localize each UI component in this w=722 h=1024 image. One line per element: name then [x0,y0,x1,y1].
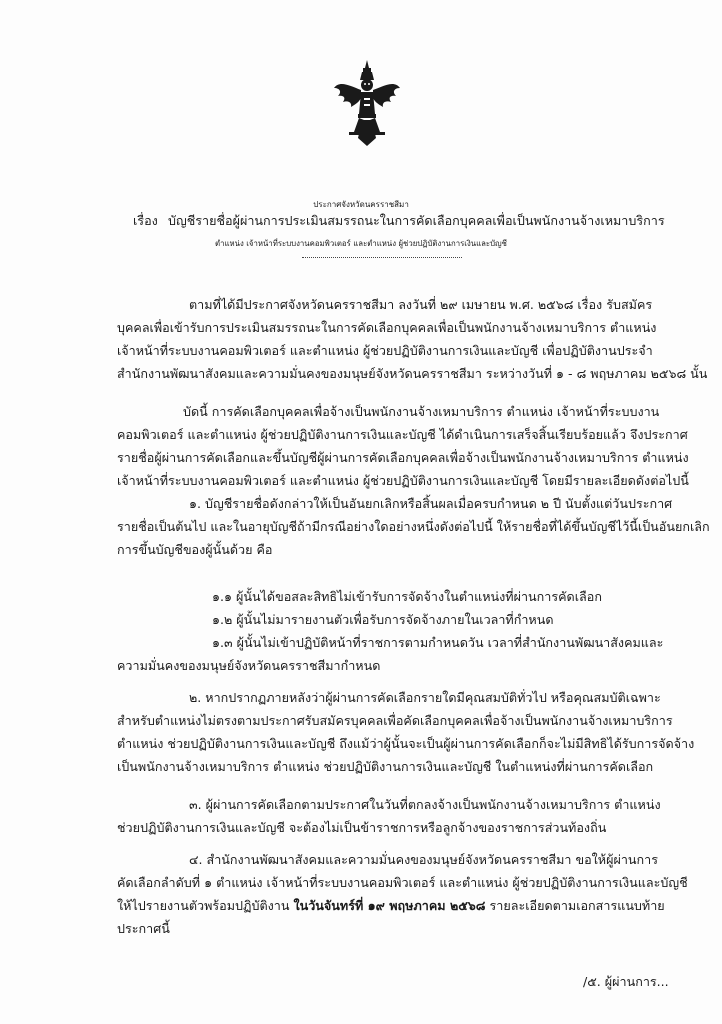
body-line: รายชื่อผู้ผ่านการคัดเลือกและขึ้นบัญชีผู้ผ่านการคัดเลือกบุคคลเพื่อจ้างเป็นพนักงานจ้างเหมาบริการ ตำแหน่ง [117,450,689,465]
report-date-line [117,898,665,914]
body-line: คอมพิวเตอร์ และตำแหน่ง ผู้ช่วยปฏิบัติงานการเงินและบัญชี ได้ดำเนินการเสร็จสิ้นเรียบร้อยแล้ว จึงประกาศ [117,427,688,442]
body-line: บัดนี้ การคัดเลือกบุคคลเพื่อจ้างเป็นพนักงานจ้างเหมาบริการ ตำแหน่ง เจ้าหน้าที่ระบบงาน [183,404,660,419]
separator-dotted-line [302,257,462,258]
subject-line-1: บัญชีรายชื่อผู้ผ่านการประเมินสมรรถนะในการคัดเลือกบุคคลเพื่อเป็นพนักงานจ้างเหมาบริการ [168,213,665,228]
body-line: ๑. บัญชีรายชื่อดังกล่าวให้เป็นอันยกเลิกหรือสิ้นผลเมื่อครบกำหนด ๒ ปี นับตั้งแต่วันประกาศ [189,496,673,511]
garuda-emblem-icon [332,58,402,148]
report-line-suffix: รายละเอียดตามเอกสารแนบท้าย [485,898,665,913]
subject-label: เรื่อง [133,213,158,228]
body-line: ความมั่นคงของมนุษย์จังหวัดนครราชสีมากำหนด [117,658,381,673]
next-page-reference: /๕. ผู้ผ่านการ... [583,974,669,989]
body-line: คัดเลือกลำดับที่ ๑ ตำแหน่ง เจ้าหน้าที่ระบบงานคอมพิวเตอร์ และตำแหน่ง ผู้ช่วยปฏิบัติงานการเงินและบัญชี [117,875,688,890]
report-date: ในวันจันทร์ที่ ๑๙ พฤษภาคม ๒๕๖๘ [293,898,486,913]
body-line: ตำแหน่ง ช่วยปฏิบัติงานการเงินและบัญชี ถึงแม้ว่าผู้นั้นจะเป็นผู้ผ่านการคัดเลือกก็จะไม่มีสิทธิได้รับการจัดจ้าง [117,736,695,751]
body-line: ๒. หากปรากฏภายหลังว่าผู้ผ่านการคัดเลือกรายใดมีคุณสมบัติทั่วไป หรือคุณสมบัติเฉพาะ [189,690,661,705]
body-line: ๑.๓ ผู้นั้นไม่เข้าปฏิบัติหน้าที่ราชการตามกำหนดวัน เวลาที่สำนักงานพัฒนาสังคมและ [212,635,664,650]
body-line: ๔. สำนักงานพัฒนาสังคมและความมั่นคงของมนุษย์จังหวัดนครราชสีมา ขอให้ผู้ผ่านการ [189,852,658,867]
body-line: เป็นพนักงานจ้างเหมาบริการ ตำแหน่ง ช่วยปฏิบัติงานการเงินและบัญชี ในตำแหน่งที่ผ่านการคัดเลือก [117,759,654,774]
body-line: ช่วยปฏิบัติงานการเงินและบัญชี จะต้องไม่เป็นข้าราชการหรือลูกจ้างของราชการส่วนท้องถิ่น [117,820,607,835]
body-line: เจ้าหน้าที่ระบบงานคอมพิวเตอร์ และตำแหน่ง ผู้ช่วยปฏิบัติงานการเงินและบัญชี เพื่อปฏิบัติงานประจำ [117,343,653,358]
document-title: ประกาศจังหวัดนครราชสีมา [313,200,409,209]
body-line: ตามที่ได้มีประกาศจังหวัดนครราชสีมา ลงวันที่ ๒๙ เมษายน พ.ศ. ๒๕๖๘ เรื่อง รับสมัคร [189,297,653,312]
body-line: ๓. ผู้ผ่านการคัดเลือกตามประกาศในวันที่ตกลงจ้างเป็นพนักงานจ้างเหมาบริการ ตำแหน่ง [189,797,661,812]
body-line: สำหรับตำแหน่งไม่ตรงตามประกาศรับสมัครบุคคลเพื่อคัดเลือกบุคคลเพื่อจ้างเป็นพนักงานจ้างเหมาบริการ [117,713,673,728]
body-line: ๑.๑ ผู้นั้นได้ขอสละสิทธิไม่เข้ารับการจัดจ้างในตำแหน่งที่ผ่านการคัดเลือก [212,589,602,604]
body-line: เจ้าหน้าที่ระบบงานคอมพิวเตอร์ และตำแหน่ง ผู้ช่วยปฏิบัติงานการเงินและบัญชี โดยมีรายละเอียดดังต่อไปนี้ [117,473,689,488]
body-line: การขึ้นบัญชีของผู้นั้นด้วย คือ [117,542,273,557]
body-line: ประกาศนี้ [117,921,170,936]
body-line: ๑.๒ ผู้นั้นไม่มารายงานตัวเพื่อรับการจัดจ้างภายในเวลาที่กำหนด [212,612,554,627]
body-line: สำนักงานพัฒนาสังคมและความมั่นคงของมนุษย์จังหวัดนครราชสีมา ระหว่างวันที่ ๑ - ๘ พฤษภาคม ๒๕๖๘ นั้น [117,366,708,381]
body-line: บุคคลเพื่อเข้ารับการประเมินสมรรถนะในการคัดเลือกบุคคลเพื่อเป็นพนักงานจ้างเหมาบริการ ตำแหน่ง [117,320,657,335]
subject-line-2: ตำแหน่ง เจ้าหน้าที่ระบบงานคอมพิวเตอร์ และตำแหน่ง ผู้ช่วยปฏิบัติงานการเงินและบัญชี [215,239,507,248]
report-line-prefix: ให้ไปรายงานตัวพร้อมปฏิบัติงาน [117,898,294,913]
body-line: รายชื่อเป็นต้นไป และในอายุบัญชีถ้ามีกรณีอย่างใดอย่างหนึ่งดังต่อไปนี้ ให้รายชื่อที่ได้ขึ้นบัญชีไว้นี้เป็นอันยกเลิก [117,519,710,534]
